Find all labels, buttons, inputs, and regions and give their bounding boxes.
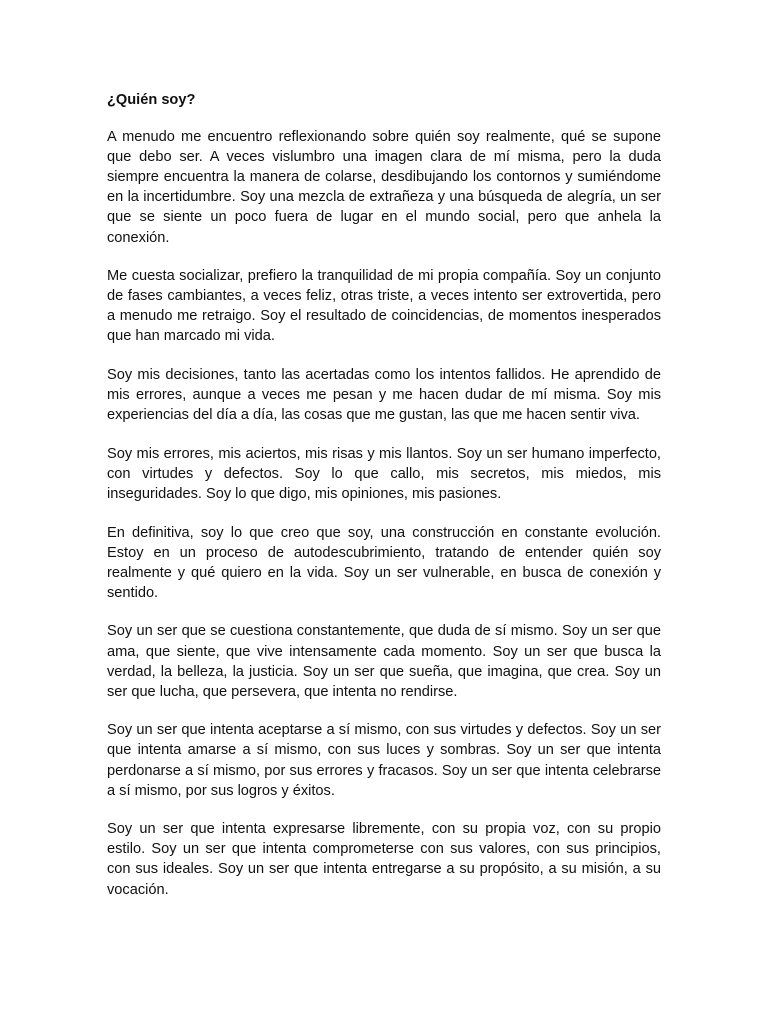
paragraph-1: A menudo me encuentro reflexionando sobre quién soy realmente, qué se supone que debo ser. A veces vislumbro una imagen clara de mí misma, pero la duda siempre encuentra la manera de colarse, desdibujando los contornos y sumiéndome en la incertidumbre. Soy una mezcla de extrañeza y una búsqueda de alegría, un ser que se siente un poco fuera de lugar en el mundo social, pero que anhela la conexión.	[107, 129, 661, 246]
paragraph-5: En definitiva, soy lo que creo que soy, una construcción en constante evolución. Estoy en un proceso de autodescubrimiento, tratando de entender quién soy realmente y qué quiero en la vida. Soy un ser vulnerable, en busca de conexión y sentido.	[107, 524, 661, 601]
paragraph-2: Me cuesta socializar, prefiero la tranquilidad de mi propia compañía. Soy un conjunto de fases cambiantes, a veces feliz, otras triste, a veces intento ser extrovertida, pero a menudo me retraigo. Soy el resultado de coincidencias, de momentos inesperados que han marcado mi vida.	[107, 268, 661, 345]
paragraph-4: Soy mis errores, mis aciertos, mis risas y mis llantos. Soy un ser humano imperfecto, con virtudes y defectos. Soy lo que callo, mis secretos, mis miedos, mis inseguridades. Soy lo que digo, mis opiniones, mis pasiones.	[107, 445, 661, 502]
document-title: ¿Quién soy?	[107, 92, 196, 108]
paragraph-7: Soy un ser que intenta aceptarse a sí mismo, con sus virtudes y defectos. Soy un ser que intenta amarse a sí mismo, con sus luces y sombras. Soy un ser que intenta perdonarse a sí mismo, por sus errores y fracasos. Soy un ser que intenta celebrarse a sí mismo, por sus logros y éxitos.	[107, 722, 661, 799]
paragraph-6: Soy un ser que se cuestiona constantemente, que duda de sí mismo. Soy un ser que ama, que siente, que vive intensamente cada momento. Soy un ser que busca la verdad, la belleza, la justicia. Soy un ser que sueña, que imagina, que crea. Soy un ser que lucha, que persevera, que intenta no rendirse.	[107, 623, 661, 700]
paragraph-3: Soy mis decisiones, tanto las acertadas como los intentos fallidos. He aprendido de mis errores, aunque a veces me pesan y me hacen dudar de mí misma. Soy mis experiencias del día a día, las cosas que me gustan, las que me hacen sentir viva.	[107, 367, 661, 424]
document-page	[107, 90, 661, 918]
paragraph-8: Soy un ser que intenta expresarse libremente, con su propia voz, con su propio estilo. Soy un ser que intenta comprometerse con sus valores, con sus principios, con sus ideales. Soy un ser que intenta entregarse a su propósito, a su misión, a su vocación.	[107, 821, 661, 898]
